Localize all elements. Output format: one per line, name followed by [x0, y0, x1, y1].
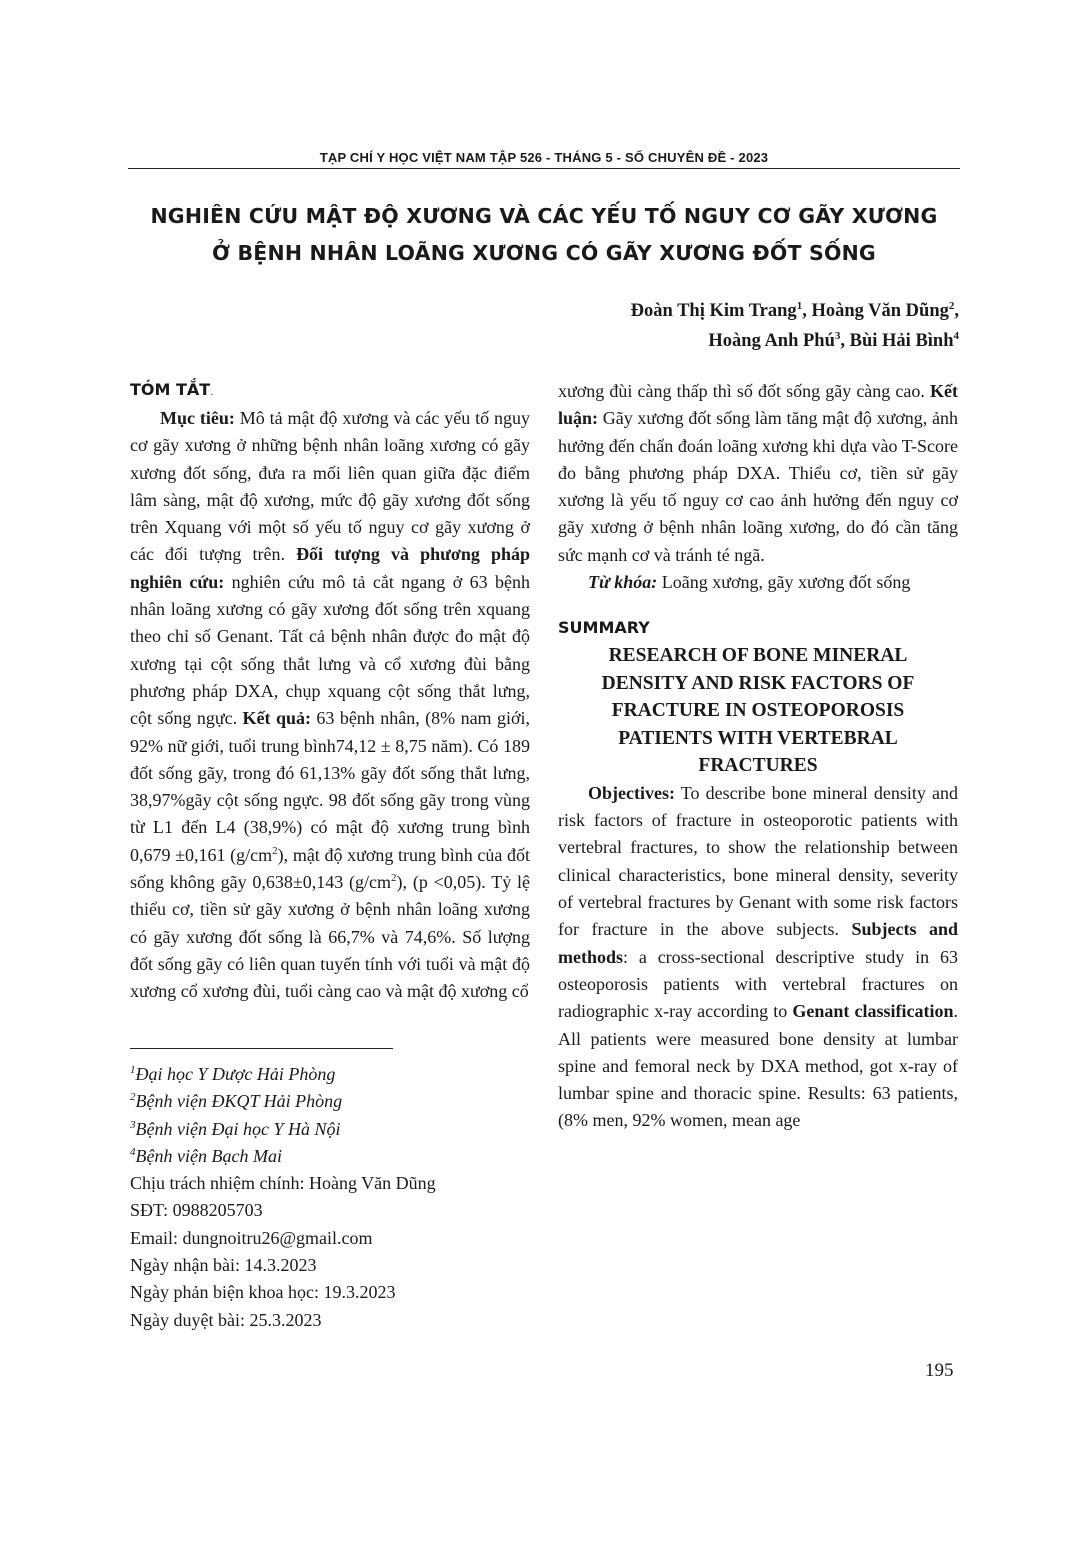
approved-date: Ngày duyệt bài: 25.3.2023	[130, 1309, 322, 1330]
affiliation-4: $^4$Bệnh viện Bạch Mai	[130, 1145, 282, 1166]
journal-header: TẠP CHÍ Y HỌC VIỆT NAM TẬP 526 - THÁNG 5 - SỐ CHUYÊN ĐỀ - 2023	[319, 150, 769, 165]
summary-heading: SUMMARY	[558, 618, 650, 638]
title-line-2: Ở BỆNH NHÂN LOÃNG XƯƠNG CÓ GÃY XƯƠNG ĐỐT SỐNG	[212, 241, 876, 265]
affiliation-3: $^3$Bệnh viện Đại học Y Hà Nội	[130, 1118, 341, 1139]
article-title	[128, 198, 960, 272]
corresponding-author: Chịu trách nhiệm chính: Hoàng Văn Dũng	[130, 1173, 436, 1194]
objectives-label: Objectives:	[588, 782, 675, 803]
abstract-en-body: Objectives: To describe bone mineral density and risk factors of fracture in osteoporotic patients with vertebral fractures, to show the relationship between clinical characteristics, bone mineral density, severity of vertebral fractures by Genant with some risk factors for fracture in the above subjects. Subjects and methods: a cross-sectional descriptive study in 63 osteoporosis patients with vertebral fractures on radiographic x-ray according to Genant classification. All patients were measured bone density at lumbar spine and femoral neck by DXA method, got x-ray of lumbar spine and thoracic spine. Results: 63 patients, (8% men, 92% women, mean age	[558, 782, 958, 1131]
author-list	[631, 296, 959, 356]
right-column	[558, 378, 958, 1135]
tomtat-heading: TÓM TẮT.	[130, 380, 214, 399]
page-number: 195	[925, 1360, 954, 1381]
author-affiliation-mark: 2	[948, 299, 955, 312]
author-affiliation-mark: 4	[953, 329, 959, 342]
footnotes	[130, 1061, 436, 1334]
english-title	[558, 642, 958, 780]
reviewed-date: Ngày phản biện khoa học: 19.3.2023	[130, 1282, 396, 1303]
genant-label: Genant classification	[792, 1001, 954, 1022]
english-title-line: DENSITY AND RISK FACTORS OF	[601, 672, 915, 694]
english-title-line: FRACTURE IN OSTEOPOROSIS	[611, 700, 905, 722]
author-affiliation-mark: 3	[834, 329, 841, 342]
title-line-1: NGHIÊN CỨU MẬT ĐỘ XƯƠNG VÀ CÁC YẾU TỐ NGUY CƠ GÃY XƯƠNG	[150, 204, 938, 228]
english-title-line: FRACTURES	[698, 755, 818, 777]
keywords: Từ khóa: Loãng xương, gãy xương đốt sống	[588, 572, 911, 593]
results-label: Kết quả:	[242, 708, 311, 729]
author-line-2	[631, 326, 959, 356]
abstract-vi-body: Mục tiêu: Mô tả mật độ xương và các yếu tố nguy cơ gãy xương ở những bệnh nhân loãng xương có gãy xương đốt sống, đưa ra mối liên quan giữa đặc điểm lâm sàng, mật độ xương, mức độ gãy xương đốt sống trên Xquang với một số yếu tố nguy cơ gãy xương ở các đối tượng trên. Đối tượng và phương pháp nghiên cứu: nghiên cứu mô tả cắt ngang ở 63 bệnh nhân loãng xương có gãy xương đốt sống trên xquang theo chỉ số Genant. Tất cả bệnh nhân được đo mật độ xương tại cột sống thắt lưng và cổ xương đùi bằng phương pháp DXA, chụp xquang cột sống thắt lưng, cột sống ngực. Kết quả: 63 bệnh nhân, (8% nam giới, 92% nữ giới, tuổi trung bình74,12 ± 8,75 năm). Có 189 đốt sống gãy, trong đó 61,13% gãy đốt sống thắt lưng, 38,97%gãy cột sống ngực. 98 đốt sống gãy trong vùng từ L1 đến L4 (38,9%) có mật độ xương trung bình 0,679 ±0,161 $(g/cm^2)$, mật độ xương trung bình của đốt sống không gãy 0,638±0,143 $(g/cm^2)$, (p <0,05). Tỷ lệ thiểu cơ, tiền sử gãy xương ở bệnh nhân loãng xương có gãy xương đốt sống là 66,7% và 74,6%. Số lượng đốt sống gãy có liên quan tuyến tính với tuổi và mật độ xương cổ xương đùi, tuổi càng cao và mật độ xương cổ	[130, 408, 531, 1002]
author-name: , Bùi Hải Bình	[840, 331, 954, 351]
subjects-methods-label: Subjects and methods	[558, 919, 958, 967]
author-name: Hoàng Anh Phú	[708, 331, 835, 351]
author-name: , Hoàng Văn Dũng	[802, 301, 949, 321]
english-title-line: RESEARCH OF BONE MINERAL	[608, 645, 908, 667]
author-line-1	[631, 296, 959, 326]
objective-label: Mục tiêu:	[160, 408, 235, 428]
affiliation-2: $^2$Bệnh viện ĐKQT Hải Phòng	[130, 1091, 343, 1112]
phone: SĐT: 0988205703	[130, 1200, 263, 1221]
english-title-line: PATIENTS WITH VERTEBRAL	[618, 727, 898, 749]
header-rule	[128, 168, 960, 169]
abstract-vi	[130, 405, 530, 1006]
affiliation-1: $^1$Đại học Y Dược Hải Phòng	[130, 1064, 336, 1084]
footnote-rule	[130, 1048, 393, 1049]
author-name: Đoàn Thị Kim Trang	[630, 301, 797, 321]
keywords-label: Từ khóa:	[588, 572, 658, 593]
received-date: Ngày nhận bài: 14.3.2023	[130, 1255, 317, 1276]
author-affiliation-mark: 1	[796, 299, 803, 312]
abstract-vi-continued: xương đùi càng thấp thì số đốt sống gãy càng cao. Kết luận: Gãy xương đốt sống làm tăng mật độ xương, ảnh hưởng đến chẩn đoán loãng xương khi dựa vào T-Score đo bằng phương pháp DXA. Thiểu cơ, tiền sử gãy xương là yếu tố nguy cơ cao ảnh hưởng đến nguy cơ gãy xương ở bệnh nhân loãng xương, do đó cần tăng sức mạnh cơ và tránh té ngã.	[558, 381, 958, 565]
methods-label: Đối tượng và phương pháp nghiên cứu:	[130, 544, 530, 592]
conclusion-label: Kết luận:	[558, 381, 958, 429]
email-link[interactable]: Email: dungnoitru26@gmail.com	[130, 1227, 373, 1248]
author-separator: ,	[954, 301, 959, 321]
